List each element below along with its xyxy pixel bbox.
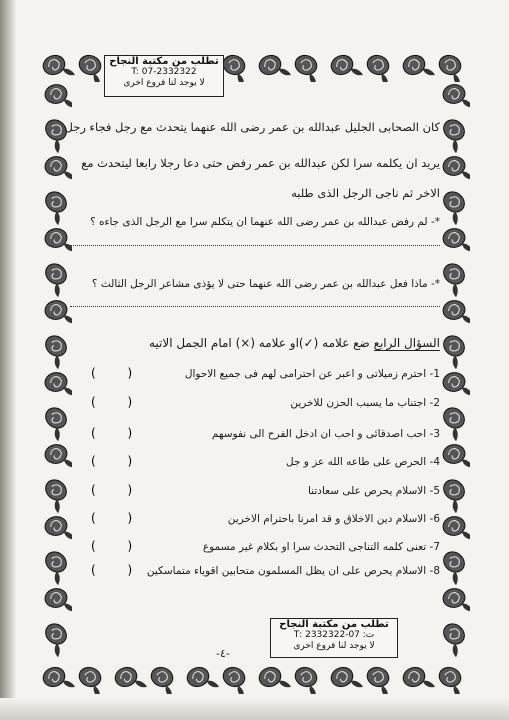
rose-ornament — [44, 154, 72, 184]
floral-border-left — [40, 80, 72, 662]
rose-ornament — [438, 620, 470, 657]
statement-7: 7- تعنى كلمه التناجى التحدث سرا او بكلام غير مسموع — [202, 541, 440, 553]
answer-line-2[interactable] — [70, 306, 440, 307]
answer-box-4[interactable]: ( ) — [91, 454, 147, 468]
rose-ornament — [40, 188, 72, 225]
bookstore-stamp-bottom — [270, 618, 398, 658]
rose-ornament — [146, 664, 181, 694]
section4-heading — [149, 336, 440, 350]
rose-ornament — [442, 226, 470, 256]
rose-ornament — [362, 52, 397, 82]
rose-ornament — [438, 188, 470, 225]
rose-ornament — [442, 442, 470, 472]
rose-ornament — [40, 332, 72, 369]
stamp-note: لا يوجد لنا فروع اخرى — [123, 78, 205, 88]
rose-ornament — [442, 514, 470, 544]
rose-ornament — [328, 51, 363, 82]
rose-ornament — [442, 298, 470, 328]
rose-ornament — [290, 664, 325, 694]
stamp-title: تطلب من مكتبة النجاح — [109, 56, 219, 67]
rose-ornament — [44, 586, 72, 616]
rose-ornament — [44, 514, 72, 544]
story-line-2: يريد ان يكلمه سرا لكن عبدالله بن عمر رفض حتى دعا رجلا رابعا ليتحدث مع — [81, 156, 440, 170]
statement-1: 1- احترم زميلاتى و اعبر عن احترامى لهم فى جميع الاحوال — [184, 368, 440, 380]
statement-6: 6- الاسلام دين الاخلاق و قد امرنا باحترام الاخرين — [227, 513, 440, 525]
story-line-1: كان الصحابى الجليل عبدالله بن عمر رضى الله عنهما يتحدث مع رجل فجاء رجل — [64, 120, 440, 134]
rose-ornament — [44, 82, 72, 112]
rose-ornament — [218, 664, 253, 694]
rose-ornament — [256, 663, 291, 694]
statement-4: 4- الحرص على طاعه الله عز و جل — [286, 456, 440, 468]
rose-ornament — [328, 663, 363, 694]
stamp-title: تطلب من مكتبة النجاح — [279, 619, 389, 630]
rose-ornament — [400, 51, 435, 82]
rose-ornament — [40, 404, 72, 441]
answer-box-3[interactable]: ( ) — [91, 426, 147, 440]
bookstore-stamp-top — [104, 55, 224, 97]
story-line-3: الاخر ثم ناجى الرجل الذى طلبه — [291, 186, 440, 200]
book-spine-shadow — [0, 0, 16, 720]
answer-box-2[interactable]: ( ) — [91, 395, 147, 409]
stamp-note: لا يوجد لنا فروع اخرى — [293, 641, 375, 651]
floral-border-bottom — [40, 660, 470, 694]
rose-ornament — [40, 51, 75, 82]
rose-ornament — [256, 51, 291, 82]
rose-ornament — [434, 52, 469, 82]
rose-ornament — [442, 370, 470, 400]
answer-box-8[interactable]: ( ) — [91, 563, 147, 577]
rose-ornament — [400, 663, 435, 694]
rose-ornament — [438, 476, 470, 513]
rose-ornament — [112, 663, 147, 694]
rose-ornament — [44, 226, 72, 256]
rose-ornament — [438, 332, 470, 369]
answer-line-1[interactable] — [70, 245, 440, 246]
rose-ornament — [44, 442, 72, 472]
rose-ornament — [362, 664, 397, 694]
rose-ornament — [438, 116, 470, 153]
rose-ornament — [442, 586, 470, 616]
statement-2: 2- اجتناب ما يسبب الحزن للاخرين — [290, 397, 440, 409]
question-2: *- ماذا فعل عبدالله بن عمر رضى الله عنهما حتى لا يؤذى مشاعر الرجل الثالث ؟ — [91, 278, 440, 290]
statement-3: 3- احب اصدقائى و احب ان ادخل الفرح الى نفوسهم — [211, 428, 440, 440]
rose-ornament — [40, 620, 72, 657]
section4-heading-label: السؤال الرابع — [373, 336, 440, 350]
answer-box-5[interactable]: ( ) — [91, 483, 147, 497]
rose-ornament — [40, 548, 72, 585]
section4-heading-instruction: ضع علامه (✓)او علامه (×) امام الجمل الاتيه — [148, 336, 374, 350]
page-number: -٤- — [216, 647, 230, 660]
rose-ornament — [434, 664, 469, 694]
rose-ornament — [438, 404, 470, 441]
answer-box-1[interactable]: ( ) — [91, 366, 147, 380]
rose-ornament — [442, 154, 470, 184]
stamp-phone: T: 07-2332322 — [131, 67, 197, 77]
rose-ornament — [290, 52, 325, 82]
rose-ornament — [44, 370, 72, 400]
page-bottom-edge — [0, 698, 509, 720]
rose-ornament — [40, 476, 72, 513]
rose-ornament — [44, 298, 72, 328]
floral-border-right — [438, 80, 470, 662]
rose-ornament — [438, 548, 470, 585]
rose-ornament — [184, 663, 219, 694]
rose-ornament — [40, 260, 72, 297]
rose-ornament — [40, 663, 75, 694]
stamp-phone: ت: 07-2332322 :T — [293, 630, 375, 640]
statement-8: 8- الاسلام يحرص على ان يظل المسلمون متحابين اقوياء متماسكين — [146, 565, 440, 577]
answer-box-6[interactable]: ( ) — [91, 511, 147, 525]
rose-ornament — [74, 664, 109, 694]
rose-ornament — [442, 82, 470, 112]
rose-ornament — [438, 260, 470, 297]
statement-5: 5- الاسلام يحرص على سعادتنا — [307, 485, 440, 497]
answer-box-7[interactable]: ( ) — [91, 539, 147, 553]
question-1: *- لم رفض عبدالله بن عمر رضى الله عنهما ان يتكلم سرا مع الرجل الذى جاءه ؟ — [90, 216, 440, 228]
